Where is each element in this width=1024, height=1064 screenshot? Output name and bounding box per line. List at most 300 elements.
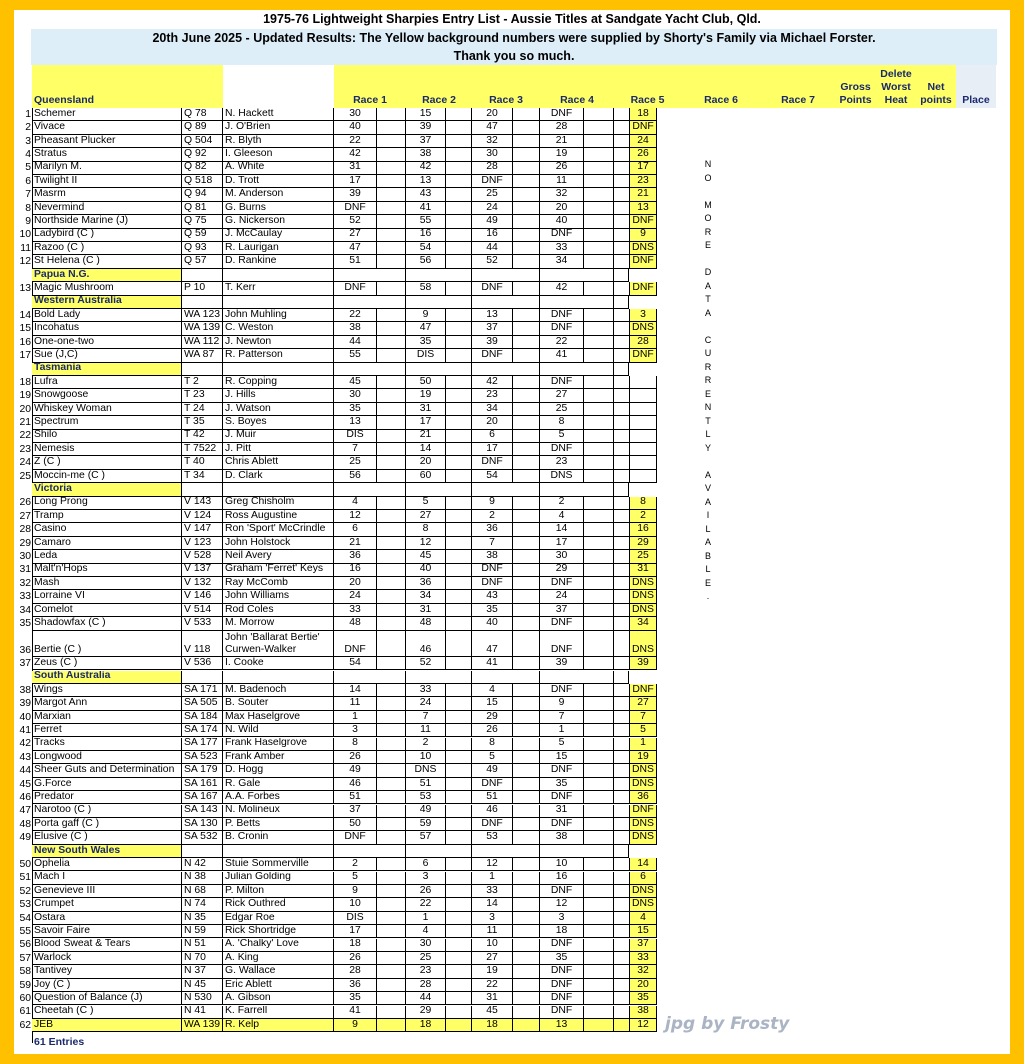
cell-sail: SA 143 xyxy=(182,805,223,818)
cell-r1: 2 xyxy=(334,858,377,871)
cell-skipper: John Williams xyxy=(223,590,334,603)
cell-r1: 26 xyxy=(334,952,377,965)
spacer-cell xyxy=(377,818,406,831)
spacer-cell xyxy=(614,349,630,362)
cell-r4: 33 xyxy=(540,242,584,255)
spacer-cell xyxy=(513,1006,540,1019)
cell-r3: DNF xyxy=(472,282,513,295)
region-label: Papua N.G. xyxy=(32,269,182,282)
cell-boat: Malt'n'Hops xyxy=(32,564,182,577)
spacer-cell xyxy=(584,738,614,751)
header-race-2: Race 2 xyxy=(406,65,472,108)
spacer-cell xyxy=(614,872,630,885)
spacer-cell xyxy=(446,456,472,469)
side-note-letter xyxy=(702,253,714,267)
cell-r5: DNF xyxy=(630,349,657,362)
spacer-cell xyxy=(513,738,540,751)
table-row xyxy=(14,456,1010,469)
spacer-cell xyxy=(377,523,406,536)
spacer-cell xyxy=(513,229,540,242)
cell-r1: 24 xyxy=(334,590,377,603)
header-race-6: Race 6 xyxy=(681,65,761,108)
spacer-cell xyxy=(584,631,614,658)
table-row xyxy=(14,631,1010,658)
cell-r1: 18 xyxy=(334,939,377,952)
cell-skipper: K. Farrell xyxy=(223,1006,334,1019)
cell-boat: Tramp xyxy=(32,510,182,523)
cell-skipper: J. Newton xyxy=(223,336,334,349)
spacer-cell xyxy=(377,430,406,443)
cell-skipper: Ross Augustine xyxy=(223,510,334,523)
cell-r5: DNS xyxy=(630,778,657,791)
row-number: 5 xyxy=(25,162,31,174)
spacer-cell xyxy=(584,497,614,510)
spacer-cell xyxy=(377,403,406,416)
cell-sail: N 68 xyxy=(182,885,223,898)
table-row xyxy=(14,577,1010,590)
spacer-cell xyxy=(446,550,472,563)
spacer-cell xyxy=(584,510,614,523)
side-note-letter: A xyxy=(704,469,711,480)
cell-r5: 14 xyxy=(630,858,657,871)
side-note-letter xyxy=(702,320,714,334)
spacer-cell xyxy=(614,711,630,724)
row-number: 42 xyxy=(19,738,31,750)
cell-r2: 14 xyxy=(406,443,446,456)
spacer-cell xyxy=(377,537,406,550)
cell-boat: Whiskey Woman xyxy=(32,403,182,416)
cell-r3: 14 xyxy=(472,898,513,911)
row-number: 49 xyxy=(19,832,31,844)
spacer-cell xyxy=(446,255,472,268)
spacer-cell xyxy=(377,510,406,523)
cell-skipper: Rick Outhred xyxy=(223,898,334,911)
spacer-cell xyxy=(584,684,614,697)
empty-cell xyxy=(406,483,472,496)
spacer-cell xyxy=(584,148,614,161)
cell-skipper: G. Wallace xyxy=(223,965,334,978)
table-row xyxy=(14,684,1010,697)
cell-r2: 53 xyxy=(406,791,446,804)
table-row xyxy=(14,952,1010,965)
cell-sail: T 34 xyxy=(182,470,223,483)
spacer-cell xyxy=(377,617,406,630)
spacer-cell xyxy=(614,202,630,215)
cell-r5: 15 xyxy=(630,925,657,938)
spacer-cell xyxy=(377,604,406,617)
spacer-cell xyxy=(513,550,540,563)
cell-r5 xyxy=(630,376,657,389)
cell-r2: 40 xyxy=(406,564,446,577)
side-note-letter: N xyxy=(704,159,712,169)
spacer-cell xyxy=(513,831,540,844)
cell-r4: 17 xyxy=(540,537,584,550)
table-row xyxy=(14,818,1010,831)
cell-r2: 26 xyxy=(406,885,446,898)
cell-boat: Ophelia xyxy=(32,858,182,871)
cell-r4: 14 xyxy=(540,523,584,536)
row-number: 39 xyxy=(19,698,31,710)
row-number: 59 xyxy=(19,979,31,991)
cell-r2: 13 xyxy=(406,175,446,188)
cell-r5: 26 xyxy=(630,148,657,161)
cell-r3: 23 xyxy=(472,389,513,402)
spacer-cell xyxy=(513,242,540,255)
table-row xyxy=(14,831,1010,844)
cell-r3: 20 xyxy=(472,108,513,121)
spacer-cell xyxy=(513,604,540,617)
cell-boat: Marilyn M. xyxy=(32,162,182,175)
cell-r3: 24 xyxy=(472,202,513,215)
table-row xyxy=(14,322,1010,335)
cell-r4: 9 xyxy=(540,697,584,710)
spacer-cell xyxy=(446,175,472,188)
row-number: 26 xyxy=(19,497,31,509)
spacer-cell xyxy=(614,282,630,295)
spacer-cell xyxy=(513,135,540,148)
cell-r5: DNS xyxy=(630,885,657,898)
cell-r3: 32 xyxy=(472,135,513,148)
side-note-letter: E xyxy=(704,388,711,399)
cell-r3: 29 xyxy=(472,711,513,724)
table-row xyxy=(14,148,1010,161)
cell-r2: 35 xyxy=(406,336,446,349)
spacer-cell xyxy=(584,831,614,844)
spacer-cell xyxy=(513,523,540,536)
cell-skipper: A. White xyxy=(223,162,334,175)
cell-r3: 19 xyxy=(472,965,513,978)
cell-boat: Elusive (C ) xyxy=(32,831,182,844)
row-number: 52 xyxy=(19,885,31,897)
cell-r3: 38 xyxy=(472,550,513,563)
cell-r3: 46 xyxy=(472,805,513,818)
cell-r1: DIS xyxy=(334,912,377,925)
table-row xyxy=(14,242,1010,255)
spacer-cell xyxy=(584,1019,614,1032)
header-race-5: Race 5 xyxy=(614,65,681,108)
cell-r4: 29 xyxy=(540,564,584,577)
spacer-cell xyxy=(446,282,472,295)
cell-skipper: A. 'Chalky' Love xyxy=(223,939,334,952)
spacer-cell xyxy=(584,604,614,617)
cell-r3: 44 xyxy=(472,242,513,255)
cell-sail: P 10 xyxy=(182,282,223,295)
cell-sail: N 530 xyxy=(182,992,223,1005)
cell-r1: 1 xyxy=(334,711,377,724)
table-row xyxy=(14,939,1010,952)
row-number: 1 xyxy=(25,108,31,120)
cell-boat: Incohatus xyxy=(32,322,182,335)
spacer-cell xyxy=(614,791,630,804)
spacer-cell xyxy=(377,229,406,242)
cell-r4: 34 xyxy=(540,255,584,268)
spacer-cell xyxy=(584,724,614,737)
cell-r5: DNF xyxy=(630,255,657,268)
cell-r2: 21 xyxy=(406,430,446,443)
table-row xyxy=(14,791,1010,804)
spacer-cell xyxy=(614,389,630,402)
cell-r5: 25 xyxy=(630,550,657,563)
cell-r4: 27 xyxy=(540,389,584,402)
cell-sail: V 143 xyxy=(182,497,223,510)
cell-r5: 12 xyxy=(630,1019,657,1032)
side-note-letter: O xyxy=(704,172,712,183)
spacer-cell xyxy=(377,979,406,992)
region-label: New South Wales xyxy=(32,845,182,858)
spacer-cell xyxy=(377,965,406,978)
entries-count: 61 Entries xyxy=(34,1036,85,1048)
cell-skipper: A. King xyxy=(223,952,334,965)
cell-sail: SA 167 xyxy=(182,791,223,804)
cell-r3: 16 xyxy=(472,229,513,242)
cell-r3: 42 xyxy=(472,376,513,389)
cell-r1: 45 xyxy=(334,376,377,389)
cell-r4: 13 xyxy=(540,1019,584,1032)
empty-cell xyxy=(223,483,334,496)
title-line-2: 20th June 2025 - Updated Results: The Yellow background numbers were supplied by Shorty's Family via Michael Forster. xyxy=(152,31,876,45)
spacer-cell xyxy=(513,202,540,215)
cell-r1: 41 xyxy=(334,1006,377,1019)
cell-r1: 51 xyxy=(334,791,377,804)
cell-r2: 25 xyxy=(406,952,446,965)
spacer-cell xyxy=(614,215,630,228)
cell-r1: 47 xyxy=(334,242,377,255)
cell-r3: 22 xyxy=(472,979,513,992)
cell-r2: 29 xyxy=(406,1006,446,1019)
cell-r3: 43 xyxy=(472,590,513,603)
empty-cell xyxy=(614,845,629,858)
spacer-cell xyxy=(614,497,630,510)
spacer-cell xyxy=(614,162,630,175)
side-note-letter: . xyxy=(706,591,710,601)
cell-r4: DNF xyxy=(540,979,584,992)
spacer-cell xyxy=(446,885,472,898)
empty-cell xyxy=(472,363,540,376)
cell-r5: 6 xyxy=(630,872,657,885)
spacer-cell xyxy=(513,497,540,510)
cell-r3: 17 xyxy=(472,443,513,456)
spacer-cell xyxy=(584,550,614,563)
cell-r2: 6 xyxy=(406,858,446,871)
cell-r5: 2 xyxy=(630,510,657,523)
cell-r3: 9 xyxy=(472,497,513,510)
table-row xyxy=(14,255,1010,268)
empty-cell xyxy=(182,671,223,684)
spacer-cell xyxy=(446,724,472,737)
spreadsheet xyxy=(14,10,1010,1054)
spacer-cell xyxy=(614,430,630,443)
cell-r5: DNF xyxy=(630,805,657,818)
row-number: 44 xyxy=(19,765,31,777)
cell-sail: N 38 xyxy=(182,872,223,885)
cell-sail: SA 161 xyxy=(182,778,223,791)
cell-sail: Q 59 xyxy=(182,229,223,242)
row-number: 50 xyxy=(19,858,31,870)
cell-skipper: A.A. Forbes xyxy=(223,791,334,804)
table-row xyxy=(14,872,1010,885)
side-note-letter: U xyxy=(704,348,712,358)
cell-r4: 16 xyxy=(540,872,584,885)
cell-r5: 7 xyxy=(630,711,657,724)
spacer-cell xyxy=(584,564,614,577)
spacer-cell xyxy=(377,791,406,804)
cell-r3: 33 xyxy=(472,885,513,898)
side-note-vertical xyxy=(702,158,714,604)
spacer-cell xyxy=(446,791,472,804)
spacer-cell xyxy=(584,764,614,777)
spacer-cell xyxy=(584,349,614,362)
cell-r4: 12 xyxy=(540,898,584,911)
row-number: 23 xyxy=(19,443,31,455)
header-region: Queensland xyxy=(32,65,182,108)
spacer-cell xyxy=(614,403,630,416)
region-label: Western Australia xyxy=(32,296,182,309)
cell-r4: 37 xyxy=(540,604,584,617)
spacer-cell xyxy=(584,162,614,175)
cell-sail: V 536 xyxy=(182,657,223,670)
header-race-4: Race 4 xyxy=(540,65,614,108)
table-row xyxy=(14,215,1010,228)
spacer-cell xyxy=(513,470,540,483)
spacer-cell xyxy=(614,309,630,322)
row-number: 46 xyxy=(19,791,31,803)
spacer-cell xyxy=(584,175,614,188)
spacer-cell xyxy=(377,202,406,215)
cell-r4: DNF xyxy=(540,684,584,697)
cell-sail: V 123 xyxy=(182,537,223,550)
cell-r4: 10 xyxy=(540,858,584,871)
cell-boat: Snowgoose xyxy=(32,389,182,402)
spacer-cell xyxy=(513,697,540,710)
cell-skipper: Frank Amber xyxy=(223,751,334,764)
spacer-cell xyxy=(446,349,472,362)
row-number: 43 xyxy=(19,751,31,763)
empty-cell xyxy=(614,363,629,376)
spacer-cell xyxy=(614,229,630,242)
table-row xyxy=(14,604,1010,617)
cell-sail: WA 123 xyxy=(182,309,223,322)
spacer-cell xyxy=(377,684,406,697)
cell-sail: Q 82 xyxy=(182,162,223,175)
cell-r3: 18 xyxy=(472,1019,513,1032)
cell-skipper: G. Burns xyxy=(223,202,334,215)
spacer-cell xyxy=(377,148,406,161)
spacer-cell xyxy=(377,443,406,456)
cell-skipper: J. Pitt xyxy=(223,443,334,456)
spacer-cell xyxy=(377,336,406,349)
table-row xyxy=(14,108,1010,121)
cell-r4: 4 xyxy=(540,510,584,523)
spacer-cell xyxy=(614,751,630,764)
spacer-cell xyxy=(584,443,614,456)
cell-r3: DNF xyxy=(472,564,513,577)
row-number: 9 xyxy=(25,216,31,228)
spacer-cell xyxy=(614,604,630,617)
spacer-cell xyxy=(584,215,614,228)
cell-sail: WA 139 xyxy=(182,1019,223,1032)
cell-boat: Longwood xyxy=(32,751,182,764)
cell-sail: SA 130 xyxy=(182,818,223,831)
cell-boat: Cheetah (C ) xyxy=(32,1006,182,1019)
cell-r1: 46 xyxy=(334,778,377,791)
cell-r4: 22 xyxy=(540,336,584,349)
cell-skipper: Max Haselgrove xyxy=(223,711,334,724)
spacer-cell xyxy=(377,590,406,603)
side-note-letter: B xyxy=(704,550,711,561)
spacer-cell xyxy=(614,577,630,590)
cell-skipper: D. Clark xyxy=(223,470,334,483)
cell-sail: N 59 xyxy=(182,925,223,938)
side-note-letter: A xyxy=(704,496,711,507)
cell-boat: Bold Lady xyxy=(32,309,182,322)
row-number: 60 xyxy=(19,992,31,1004)
spacer-cell xyxy=(513,751,540,764)
spacer-cell xyxy=(513,1019,540,1032)
spacer-cell xyxy=(377,1006,406,1019)
cell-r3: 1 xyxy=(472,872,513,885)
side-note-letter: A xyxy=(704,537,711,547)
cell-boat: Spectrum xyxy=(32,416,182,429)
empty-cell xyxy=(182,296,223,309)
spacer-cell xyxy=(584,912,614,925)
cell-r2: 39 xyxy=(406,121,446,134)
spacer-cell xyxy=(614,858,630,871)
table-row xyxy=(14,805,1010,818)
spacer-cell xyxy=(584,309,614,322)
cell-r3: 11 xyxy=(472,925,513,938)
spacer-cell xyxy=(446,858,472,871)
cell-skipper: Edgar Roe xyxy=(223,912,334,925)
cell-r2: 22 xyxy=(406,898,446,911)
side-note-letter: R xyxy=(704,361,712,372)
table-row xyxy=(14,992,1010,1005)
spacer-cell xyxy=(446,229,472,242)
empty-cell xyxy=(614,296,629,309)
cell-r1: DIS xyxy=(334,430,377,443)
spacer-cell xyxy=(584,403,614,416)
spacer-cell xyxy=(584,885,614,898)
cell-boat: Predator xyxy=(32,791,182,804)
spacer-cell xyxy=(513,590,540,603)
cell-boat: G.Force xyxy=(32,778,182,791)
table-row xyxy=(14,537,1010,550)
empty-cell xyxy=(472,671,540,684)
cell-boat: Lorraine VI xyxy=(32,590,182,603)
cell-skipper: R. Copping xyxy=(223,376,334,389)
table-row xyxy=(14,738,1010,751)
spacer-cell xyxy=(513,805,540,818)
cell-r1: 35 xyxy=(334,992,377,1005)
cell-boat: Shilo xyxy=(32,430,182,443)
cell-r2: 31 xyxy=(406,604,446,617)
empty-cell xyxy=(472,269,540,282)
empty-cell xyxy=(406,296,472,309)
table-row xyxy=(14,389,1010,402)
spacer-cell xyxy=(513,282,540,295)
cell-r3: 20 xyxy=(472,416,513,429)
cell-r4: 5 xyxy=(540,738,584,751)
title-subtitle-block xyxy=(31,29,997,65)
spacer-cell xyxy=(377,577,406,590)
side-note-letter xyxy=(702,455,714,469)
cell-sail: SA 184 xyxy=(182,711,223,724)
cell-skipper: R. Kelp xyxy=(223,1019,334,1032)
region-row xyxy=(14,845,1010,858)
spacer-cell xyxy=(377,764,406,777)
side-note-letter: R xyxy=(704,375,712,385)
table-row xyxy=(14,1006,1010,1019)
cell-boat: Ladybird (C ) xyxy=(32,229,182,242)
